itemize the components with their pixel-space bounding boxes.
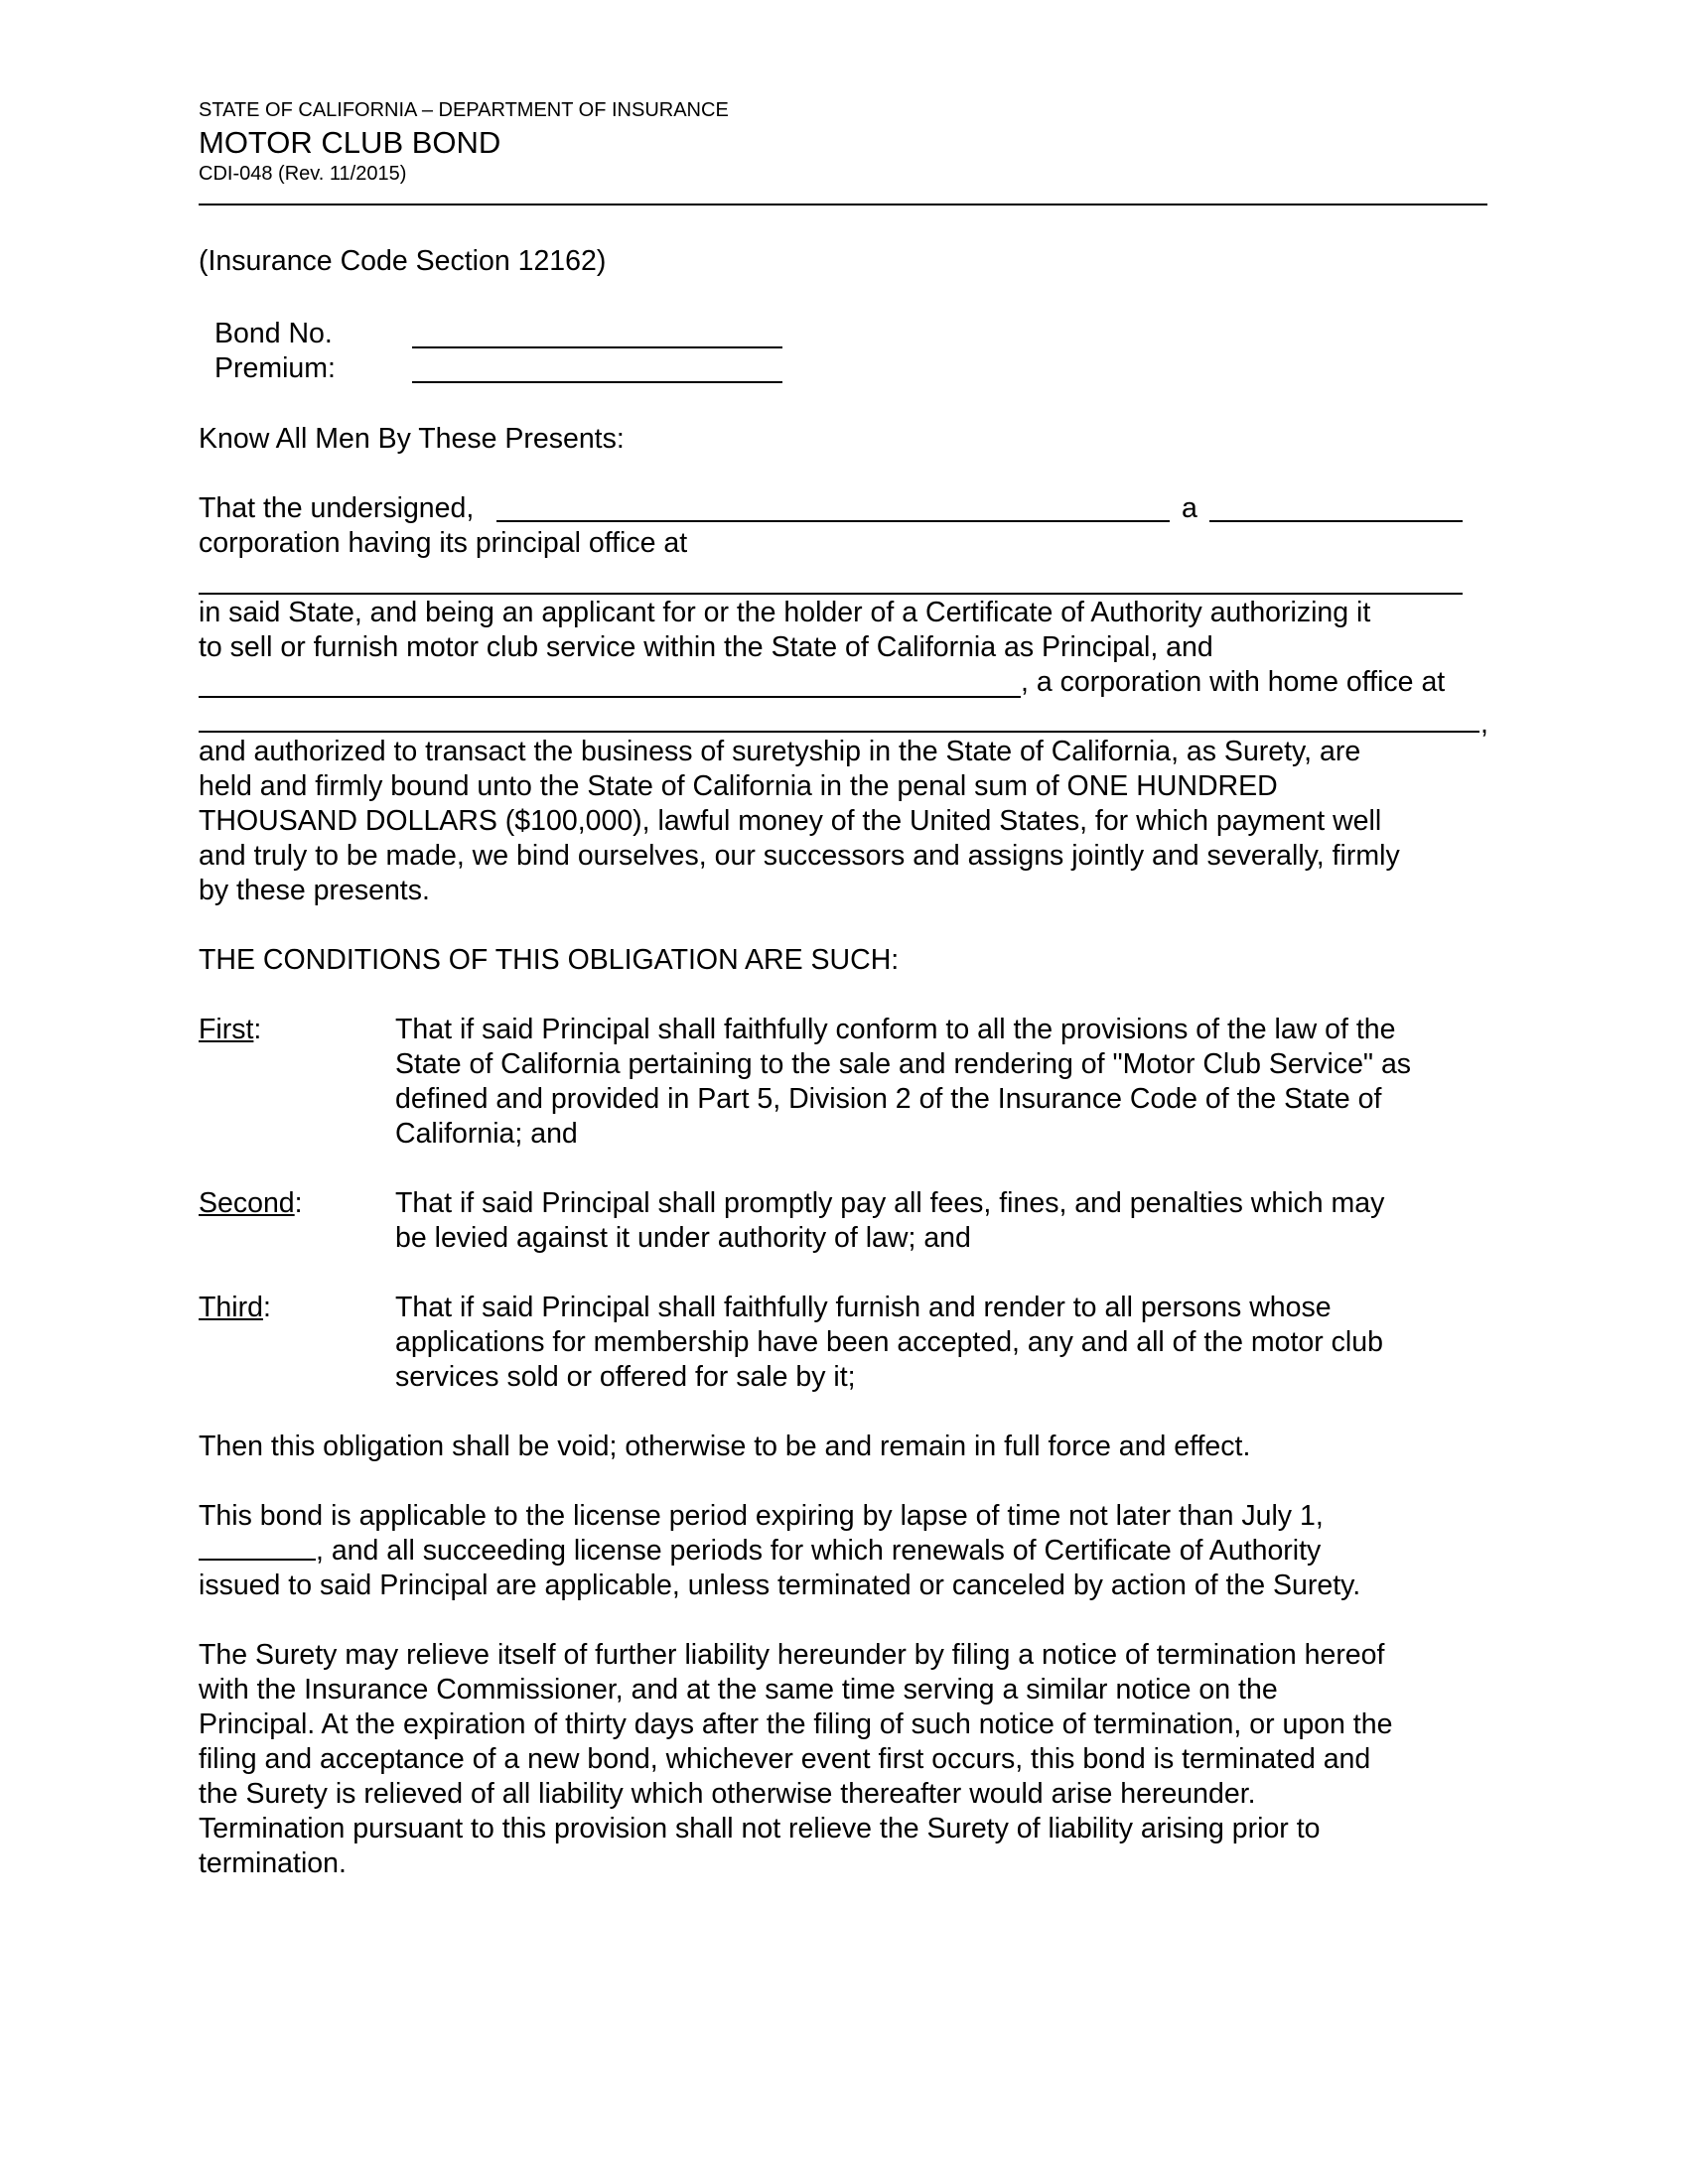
principal-line-5-suffix: , a corporation with home office at [1021,666,1446,698]
license-year-field[interactable] [199,1559,316,1561]
principal-state-field[interactable] [1209,520,1463,522]
header-divider [199,204,1487,205]
condition-label-third: Third: [199,1292,271,1323]
form-number: CDI-048 (Rev. 11/2015) [199,163,407,185]
surety-name-field[interactable] [199,696,1021,698]
principal-line-1-a: a [1182,492,1197,524]
principal-name-field[interactable] [496,520,1170,522]
condition-line: be levied against it under authority of law; and [395,1222,971,1254]
surety-line: THOUSAND DOLLARS ($100,000), lawful money of the United States, for which payment well [199,805,1382,837]
premium-field[interactable] [412,381,782,383]
termination-line: the Surety is relieved of all liability which otherwise thereafter would arise hereunder. [199,1778,1256,1810]
license-period-line-2-suffix: , and all succeeding license periods for which renewals of Certificate of Authority [316,1535,1322,1567]
principal-line-6-comma: , [1480,708,1488,740]
bond-no-field[interactable] [412,346,782,348]
termination-line: filing and acceptance of a new bond, whichever event first occurs, this bond is terminated and [199,1743,1371,1775]
termination-line: Termination pursuant to this provision shall not relieve the Surety of liability arising prior to [199,1813,1321,1844]
termination-line: The Surety may relieve itself of further liability hereunder by filing a notice of termination hereof [199,1639,1385,1671]
condition-label-second: Second: [199,1187,303,1219]
condition-line: defined and provided in Part 5, Division 2 of the Insurance Code of the State of [395,1083,1382,1115]
surety-line: by these presents. [199,875,430,906]
form-title: MOTOR CLUB BOND [199,125,501,160]
termination-line: termination. [199,1847,347,1879]
principal-line-1-prefix: That the undersigned, [199,492,475,524]
surety-office-field[interactable] [199,731,1479,733]
void-clause: Then this obligation shall be void; otherwise to be and remain in full force and effect. [199,1431,1251,1462]
principal-office-field[interactable] [199,593,1463,595]
condition-line: That if said Principal shall faithfully furnish and render to all persons whose [395,1292,1332,1323]
principal-line-2: corporation having its principal office at [199,527,688,559]
termination-line: with the Insurance Commissioner, and at the same time serving a similar notice on the [199,1674,1278,1706]
termination-line: Principal. At the expiration of thirty days after the filing of such notice of termination, or upon the [199,1708,1393,1740]
condition-line: That if said Principal shall promptly pay all fees, fines, and penalties which may [395,1187,1385,1219]
surety-line: and authorized to transact the business of suretyship in the State of California, as Surety, are [199,736,1361,767]
principal-line-3: in said State, and being an applicant for or the holder of a Certificate of Authority authorizing it [199,597,1371,628]
condition-line: State of California pertaining to the sale and rendering of "Motor Club Service" as [395,1048,1412,1080]
condition-line: California; and [395,1118,578,1150]
surety-line: and truly to be made, we bind ourselves, our successors and assigns jointly and severally, firmly [199,840,1400,872]
license-period-line-1: This bond is applicable to the license period expiring by lapse of time not later than July 1, [199,1500,1324,1532]
surety-line: held and firmly bound unto the State of California in the penal sum of ONE HUNDRED [199,770,1278,802]
condition-line: That if said Principal shall faithfully conform to all the provisions of the law of the [395,1014,1396,1045]
agency-name: STATE OF CALIFORNIA – DEPARTMENT OF INSURANCE [199,99,729,121]
intro-heading: Know All Men By These Presents: [199,423,625,455]
conditions-heading: THE CONDITIONS OF THIS OBLIGATION ARE SUCH: [199,944,900,976]
premium-label: Premium: [214,352,336,384]
bond-no-label: Bond No. [214,318,333,349]
condition-line: applications for membership have been accepted, any and all of the motor club [395,1326,1383,1358]
condition-label-first: First: [199,1014,262,1045]
code-section: (Insurance Code Section 12162) [199,245,607,277]
condition-line: services sold or offered for sale by it; [395,1361,856,1393]
principal-line-4: to sell or furnish motor club service within the State of California as Principal, and [199,631,1213,663]
license-period-line-3: issued to said Principal are applicable, unless terminated or canceled by action of the Surety. [199,1570,1361,1601]
